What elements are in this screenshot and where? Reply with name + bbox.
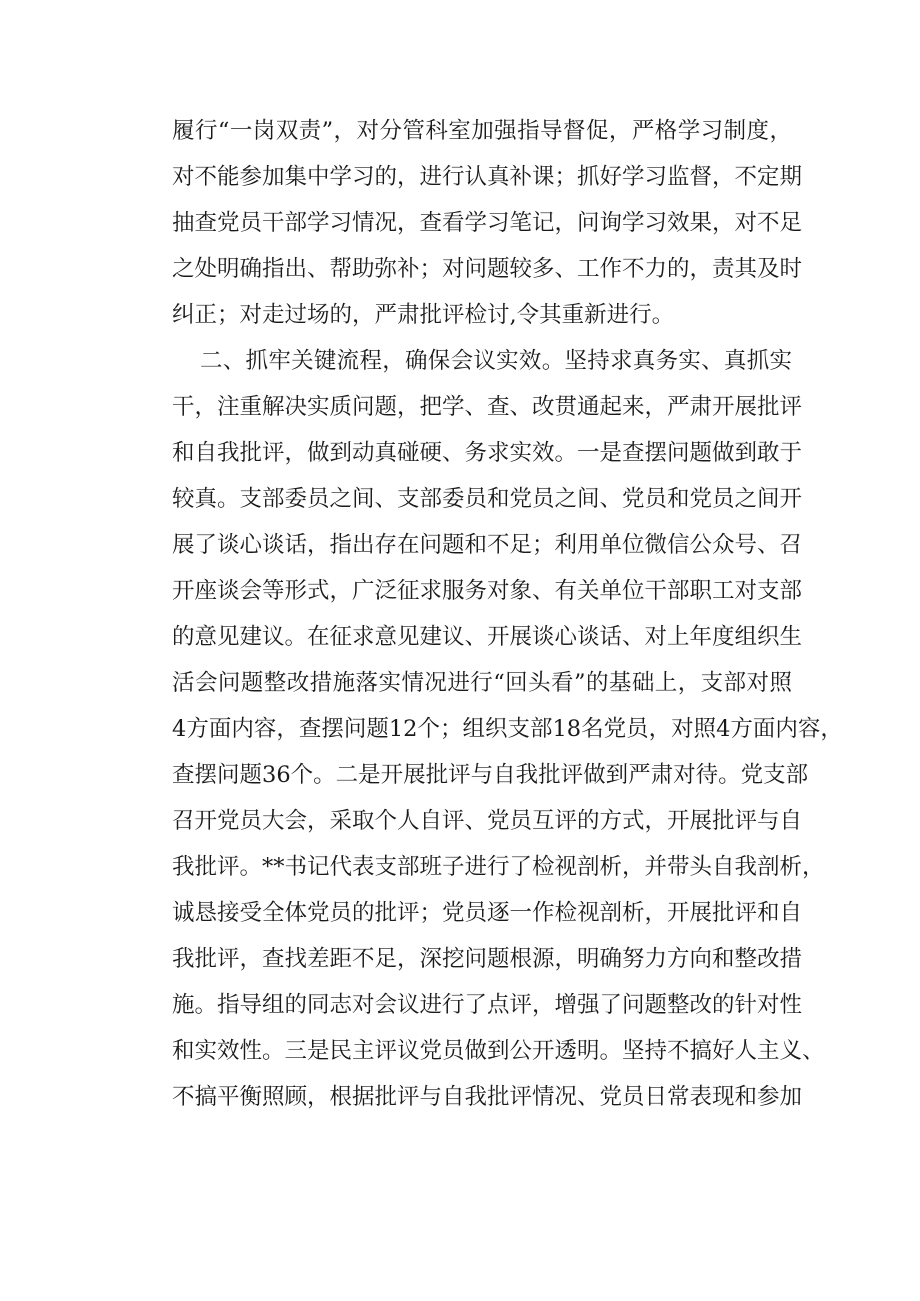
text-line: 抽查党员干部学习情况，查看学习笔记，问询学习效果，对不足 (172, 210, 803, 236)
text-line: 4方面内容，查摆问题12个；组织支部18名党员，对照4方面内容， (172, 716, 843, 742)
text-line: 诚恳接受全体党员的批评；党员逐一作检视剖析，开展批评和自 (172, 900, 803, 926)
text-line: 和自我批评，做到动真碰硬、务求实效。一是查摆问题做到敢于 (172, 440, 803, 466)
text-line: 和实效性。三是民主评议党员做到公开透明。坚持不搞好人主义、 (172, 1038, 825, 1064)
text-line: 的意见建议。在征求意见建议、开展谈心谈话、对上年度组织生 (172, 624, 803, 650)
text-line: 之处明确指出、帮助弥补；对问题较多、工作不力的，责其及时 (172, 256, 803, 282)
body-text (172, 108, 843, 1120)
text-line: 履行“一岗双责”，对分管科室加强指导督促，严格学习制度， (172, 118, 792, 144)
text-line: 纠正；对走过场的，严肃批评检讨,令其重新进行。 (172, 302, 675, 328)
text-line: 开座谈会等形式，广泛征求服务对象、有关单位干部职工对支部 (172, 578, 803, 604)
section-heading-line: 二、抓牢关键流程，确保会议实效。坚持求真务实、真抓实 (200, 348, 792, 374)
text-line: 我批评。**书记代表支部班子进行了检视剖析，并带头自我剖析， (172, 854, 825, 880)
text-line: 施。指导组的同志对会议进行了点评，增强了问题整改的针对性 (172, 992, 803, 1018)
text-line: 不搞平衡照顾，根据批评与自我批评情况、党员日常表现和参加 (172, 1084, 803, 1110)
text-line: 较真。支部委员之间、支部委员和党员之间、党员和党员之间开 (172, 486, 803, 512)
text-line: 查摆问题36个。二是开展批评与自我批评做到严肃对待。党支部 (172, 762, 809, 788)
text-line: 我批评，查找差距不足，深挖问题根源，明确努力方向和整改措 (172, 946, 803, 972)
text-line: 召开党员大会，采取个人自评、党员互评的方式，开展批评与自 (172, 808, 803, 834)
text-line: 对不能参加集中学习的，进行认真补课；抓好学习监督，不定期 (172, 164, 803, 190)
text-line: 活会问题整改措施落实情况进行“回头看”的基础上，支部对照 (172, 670, 792, 696)
text-line: 干，注重解决实质问题，把学、查、改贯通起来，严肃开展批评 (172, 394, 803, 420)
text-line: 展了谈心谈话，指出存在问题和不足；利用单位微信公众号、召 (172, 532, 803, 558)
